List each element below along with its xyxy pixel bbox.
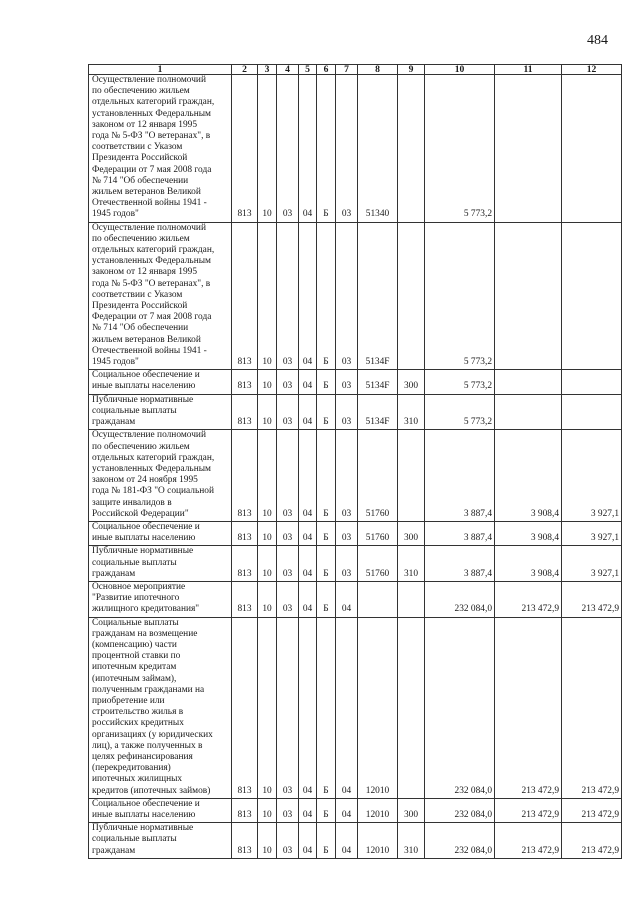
row-name-cell: Осуществление полномочий по обеспечению жильем отдельных категорий граждан, установленных Федеральным законом от 12 января 1995 года № 5-ФЗ "О ветеранах", в соответствии с Указом Президента Российской Федерации от 7 мая 2008 года № 714 "Об обеспечении жильем ветеранов Великой Отечественной войны 1941 - 1945 годов"	[89, 222, 232, 370]
page-number: 484	[587, 33, 608, 48]
row-name-cell: Социальное обеспечение и иные выплаты населению	[89, 370, 232, 394]
cell-subprogram: Б	[317, 798, 336, 822]
cell-subsection: 03	[277, 617, 299, 798]
header-cell: 7	[336, 65, 358, 75]
cell-event: 03	[336, 370, 358, 394]
cell-section: 10	[258, 546, 277, 582]
cell-subsection: 03	[277, 430, 299, 522]
cell-amount-year2	[495, 222, 562, 370]
cell-admin-code: 813	[232, 617, 258, 798]
cell-amount-year3: 213 472,9	[562, 798, 622, 822]
header-cell: 11	[495, 65, 562, 75]
cell-admin-code: 813	[232, 823, 258, 859]
cell-amount-year2: 3 908,4	[495, 521, 562, 545]
cell-amount-year2: 213 472,9	[495, 823, 562, 859]
header-cell: 12	[562, 65, 622, 75]
cell-expense-type: 300	[398, 521, 425, 545]
cell-event: 03	[336, 521, 358, 545]
header-cell: 2	[232, 65, 258, 75]
cell-amount-year3	[562, 370, 622, 394]
cell-section: 10	[258, 581, 277, 617]
cell-program: 04	[299, 617, 317, 798]
header-cell: 1	[89, 65, 232, 75]
cell-admin-code: 813	[232, 394, 258, 430]
cell-target-code: 5134F	[358, 370, 398, 394]
cell-target-code	[358, 581, 398, 617]
header-cell: 8	[358, 65, 398, 75]
cell-event: 03	[336, 546, 358, 582]
cell-expense-type	[398, 617, 425, 798]
cell-amount-year3: 3 927,1	[562, 521, 622, 545]
cell-subprogram: Б	[317, 394, 336, 430]
cell-subprogram: Б	[317, 430, 336, 522]
cell-target-code: 12010	[358, 823, 398, 859]
header-row	[89, 65, 622, 75]
cell-admin-code: 813	[232, 521, 258, 545]
cell-event: 03	[336, 430, 358, 522]
cell-subsection: 03	[277, 370, 299, 394]
cell-admin-code: 813	[232, 581, 258, 617]
cell-section: 10	[258, 823, 277, 859]
cell-amount-year1: 5 773,2	[425, 75, 495, 223]
cell-amount-year3: 213 472,9	[562, 823, 622, 859]
cell-subprogram: Б	[317, 370, 336, 394]
cell-subprogram: Б	[317, 617, 336, 798]
cell-amount-year2: 3 908,4	[495, 430, 562, 522]
cell-subsection: 03	[277, 581, 299, 617]
cell-subprogram: Б	[317, 222, 336, 370]
cell-program: 04	[299, 222, 317, 370]
cell-subprogram: Б	[317, 521, 336, 545]
row-name-cell: Публичные нормативные социальные выплаты гражданам	[89, 394, 232, 430]
cell-expense-type	[398, 75, 425, 223]
table-row	[89, 546, 622, 582]
cell-amount-year2	[495, 75, 562, 223]
cell-admin-code: 813	[232, 370, 258, 394]
cell-target-code: 5134F	[358, 394, 398, 430]
cell-amount-year3	[562, 75, 622, 223]
cell-event: 04	[336, 798, 358, 822]
cell-amount-year1: 5 773,2	[425, 394, 495, 430]
cell-program: 04	[299, 798, 317, 822]
cell-admin-code: 813	[232, 430, 258, 522]
cell-amount-year2	[495, 370, 562, 394]
cell-amount-year1: 232 084,0	[425, 798, 495, 822]
table-row	[89, 222, 622, 370]
cell-subprogram: Б	[317, 581, 336, 617]
cell-expense-type: 310	[398, 823, 425, 859]
header-cell: 9	[398, 65, 425, 75]
cell-section: 10	[258, 617, 277, 798]
table-row	[89, 617, 622, 798]
cell-section: 10	[258, 222, 277, 370]
cell-section: 10	[258, 798, 277, 822]
cell-amount-year1: 5 773,2	[425, 222, 495, 370]
cell-amount-year1: 3 887,4	[425, 430, 495, 522]
cell-subsection: 03	[277, 546, 299, 582]
cell-program: 04	[299, 521, 317, 545]
cell-expense-type: 310	[398, 546, 425, 582]
cell-subprogram: Б	[317, 823, 336, 859]
table-row	[89, 75, 622, 223]
header-cell: 6	[317, 65, 336, 75]
cell-subprogram: Б	[317, 75, 336, 223]
cell-event: 04	[336, 823, 358, 859]
cell-expense-type: 310	[398, 394, 425, 430]
cell-section: 10	[258, 370, 277, 394]
cell-amount-year3	[562, 222, 622, 370]
cell-section: 10	[258, 394, 277, 430]
cell-amount-year3: 3 927,1	[562, 430, 622, 522]
cell-target-code: 51340	[358, 75, 398, 223]
cell-amount-year1: 232 084,0	[425, 617, 495, 798]
cell-section: 10	[258, 430, 277, 522]
row-name-cell: Осуществление полномочий по обеспечению жильем отдельных категорий граждан, установленных Федеральным законом от 24 ноября 1995 года № 181-ФЗ "О социальной защите инвалидов в Российской Федерации"	[89, 430, 232, 522]
cell-event: 04	[336, 581, 358, 617]
cell-amount-year1: 232 084,0	[425, 581, 495, 617]
cell-amount-year2: 213 472,9	[495, 798, 562, 822]
cell-amount-year2: 213 472,9	[495, 581, 562, 617]
cell-target-code: 12010	[358, 798, 398, 822]
cell-program: 04	[299, 581, 317, 617]
cell-amount-year3: 3 927,1	[562, 546, 622, 582]
cell-admin-code: 813	[232, 546, 258, 582]
row-name-cell: Социальное обеспечение и иные выплаты населению	[89, 521, 232, 545]
cell-expense-type: 300	[398, 370, 425, 394]
cell-section: 10	[258, 521, 277, 545]
cell-amount-year3: 213 472,9	[562, 581, 622, 617]
table-row	[89, 581, 622, 617]
cell-amount-year2	[495, 394, 562, 430]
cell-event: 03	[336, 394, 358, 430]
cell-admin-code: 813	[232, 798, 258, 822]
cell-target-code: 12010	[358, 617, 398, 798]
table-row	[89, 823, 622, 859]
cell-amount-year2: 3 908,4	[495, 546, 562, 582]
cell-expense-type	[398, 222, 425, 370]
cell-event: 03	[336, 222, 358, 370]
cell-subsection: 03	[277, 222, 299, 370]
table-body	[89, 75, 622, 859]
header-cell: 3	[258, 65, 277, 75]
cell-expense-type	[398, 430, 425, 522]
cell-target-code: 51760	[358, 430, 398, 522]
cell-event: 03	[336, 75, 358, 223]
cell-amount-year1: 3 887,4	[425, 521, 495, 545]
header-cell: 10	[425, 65, 495, 75]
cell-program: 04	[299, 546, 317, 582]
cell-expense-type	[398, 581, 425, 617]
row-name-cell: Публичные нормативные социальные выплаты гражданам	[89, 823, 232, 859]
cell-subsection: 03	[277, 798, 299, 822]
table-row	[89, 370, 622, 394]
cell-amount-year1: 232 084,0	[425, 823, 495, 859]
cell-program: 04	[299, 75, 317, 223]
table-row	[89, 521, 622, 545]
budget-table	[88, 64, 622, 859]
cell-event: 04	[336, 617, 358, 798]
cell-amount-year3	[562, 394, 622, 430]
table-row	[89, 430, 622, 522]
cell-admin-code: 813	[232, 75, 258, 223]
cell-section: 10	[258, 75, 277, 223]
cell-amount-year3: 213 472,9	[562, 617, 622, 798]
header-cell: 4	[277, 65, 299, 75]
cell-program: 04	[299, 430, 317, 522]
cell-program: 04	[299, 394, 317, 430]
cell-subsection: 03	[277, 823, 299, 859]
cell-amount-year2: 213 472,9	[495, 617, 562, 798]
cell-subsection: 03	[277, 394, 299, 430]
cell-admin-code: 813	[232, 222, 258, 370]
cell-target-code: 5134F	[358, 222, 398, 370]
cell-program: 04	[299, 823, 317, 859]
table-row	[89, 394, 622, 430]
cell-subprogram: Б	[317, 546, 336, 582]
table-row	[89, 798, 622, 822]
header-cell: 5	[299, 65, 317, 75]
cell-amount-year1: 5 773,2	[425, 370, 495, 394]
cell-target-code: 51760	[358, 521, 398, 545]
cell-amount-year1: 3 887,4	[425, 546, 495, 582]
row-name-cell: Публичные нормативные социальные выплаты гражданам	[89, 546, 232, 582]
cell-subsection: 03	[277, 521, 299, 545]
row-name-cell: Социальные выплаты гражданам на возмещение (компенсацию) части процентной ставки по ипотечным кредитам (ипотечным займам), полученным гражданами на приобретение или строительство жилья в российских кредитных организациях (у юридических лиц), а также полученных в целях рефинансирования (перекредитования) ипотечных жилищных кредитов (ипотечных займов)	[89, 617, 232, 798]
row-name-cell: Основное мероприятие "Развитие ипотечного жилищного кредитования"	[89, 581, 232, 617]
cell-target-code: 51760	[358, 546, 398, 582]
cell-subsection: 03	[277, 75, 299, 223]
cell-program: 04	[299, 370, 317, 394]
row-name-cell: Осуществление полномочий по обеспечению жильем отдельных категорий граждан, установленных Федеральным законом от 12 января 1995 года № 5-ФЗ "О ветеранах", в соответствии с Указом Президента Российской Федерации от 7 мая 2008 года № 714 "Об обеспечении жильем ветеранов Великой Отечественной войны 1941 - 1945 годов"	[89, 75, 232, 223]
row-name-cell: Социальное обеспечение и иные выплаты населению	[89, 798, 232, 822]
cell-expense-type: 300	[398, 798, 425, 822]
